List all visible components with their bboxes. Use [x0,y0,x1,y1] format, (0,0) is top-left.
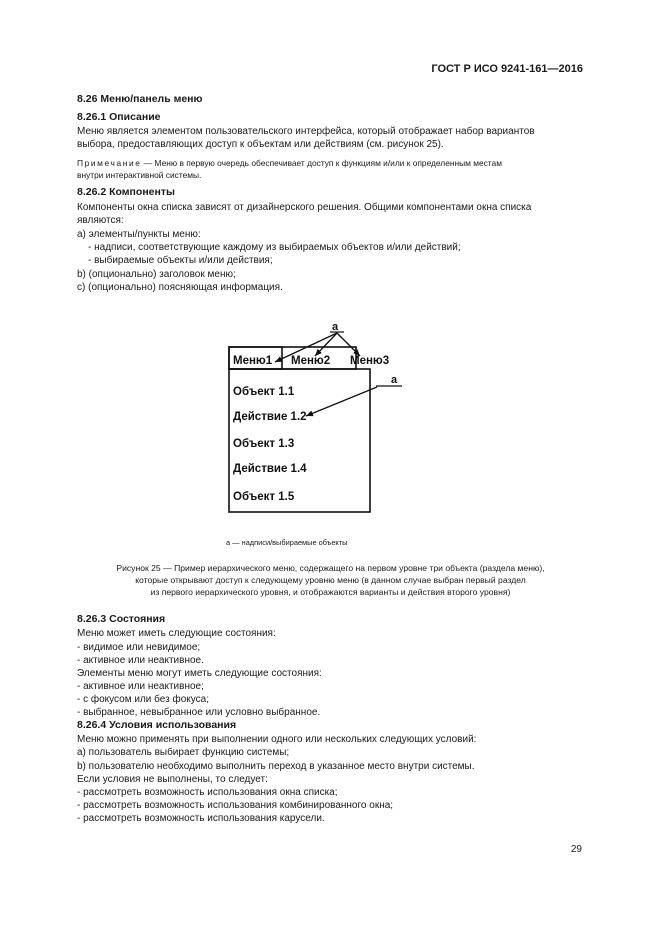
states-line: - видимое или невидимое; [77,642,201,653]
components-line: - выбираемые объекты и/или действия; [88,255,273,266]
dropdown-item: Объект 1.1 [233,386,295,398]
description-line: выбора, предоставляющих доступ к объектам или действиям (см. рисунок 25). [77,139,444,150]
states-line: - активное или неактивное. [77,655,204,666]
callout-arrow [306,387,377,416]
states-line: - с фокусом или без фокуса; [77,694,209,705]
figure-caption: Рисунок 25 — Пример иерархического меню, содержащего на первом уровне три объекта (раздела меню), [116,563,545,573]
callout-arrow [315,333,337,356]
dropdown-item: Действие 1.2 [233,411,307,423]
figure-caption: которые открывают доступ к следующему уровню меню (в данном случае выбран первый раздел [135,575,526,585]
note-text: внутри интерактивной системы. [77,170,202,180]
states-heading: 8.26.3 Состояния [77,613,166,625]
dropdown-item: Объект 1.3 [233,438,295,450]
menu-bar-item: Меню1 [233,355,273,367]
states-line: Меню может иметь следующие состояния: [77,628,276,639]
usage-heading: 8.26.4 Условия использования [77,719,237,731]
components-line: - надписи, соответствующие каждому из выбираемых объектов и/или действий; [88,242,461,253]
components-line: с) (опционально) поясняющая информация. [77,282,283,293]
states-line: - выбранное, невыбранное или условно выбранное. [77,707,321,718]
components-line: а) элементы/пункты меню: [77,229,201,240]
note-label: Примечание [77,158,142,168]
figure-caption: из первого иерархического уровня, и отображаются варианты и действия второго уровня) [150,587,511,597]
usage-line: b) пользователю необходимо выполнить переход в указанное место внутри системы. [77,761,475,772]
callout-marker: a [332,321,339,333]
note-text: — Меню в первую очередь обеспечивает доступ к функциям и/или к определенным местам [141,158,502,168]
usage-line: Меню можно применять при выполнении одного или нескольких следующих условий: [77,734,477,745]
dropdown-item: Действие 1.4 [233,463,307,475]
menu-bar-item: Меню3 [350,355,390,367]
menu-bar-item: Меню2 [291,355,331,367]
usage-line: - рассмотреть возможность использования окна списка; [77,787,338,798]
figure-legend: а — надписи/выбираемые объекты [226,538,348,547]
usage-line: Если условия не выполнены, то следует: [77,774,268,785]
components-line: b) (опционально) заголовок меню; [77,269,236,280]
usage-line: - рассмотреть возможность использования комбинированного окна; [77,800,394,811]
usage-line: а) пользователь выбирает функцию системы; [77,747,290,758]
section-title: 8.26 Меню/панель меню [77,93,203,105]
document-header: ГОСТ Р ИСО 9241-161—2016 [431,63,583,75]
callout-arrow [337,333,360,356]
dropdown-item: Объект 1.5 [233,491,295,503]
callout-marker: a [391,374,398,386]
description-line: Меню является элементом пользовательского интерфейса, который отображает набор вариантов [77,126,535,137]
page-number: 29 [570,844,582,855]
usage-line: - рассмотреть возможность использования карусели. [77,813,325,824]
components-line: Компоненты окна списка зависят от дизайнерского решения. Общими компонентами окна списка [77,202,532,213]
components-line: являются: [77,215,124,226]
description-heading: 8.26.1 Описание [77,111,161,123]
states-line: - активное или неактивное; [77,681,204,692]
components-heading: 8.26.2 Компоненты [77,186,175,198]
states-line: Элементы меню могут иметь следующие состояния: [77,668,322,679]
